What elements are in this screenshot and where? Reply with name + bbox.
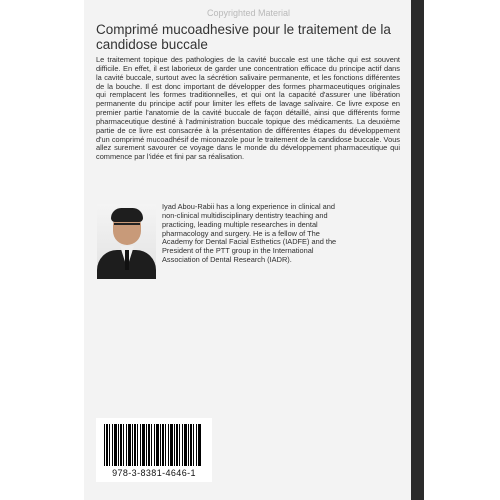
author-photo-glasses: [114, 223, 140, 230]
author-photo-hair: [111, 208, 143, 222]
barcode-box: [96, 418, 212, 482]
isbn-number: 978-3-8381-4646-1: [112, 468, 196, 478]
copyright-watermark: Copyrighted Material: [207, 8, 291, 18]
author-photo-tie: [125, 250, 129, 270]
book-title: Comprimé mucoadhesive pour le traitement de la candidose buccale: [96, 22, 391, 52]
isbn-barcode: [104, 424, 202, 466]
author-photo: [97, 204, 156, 279]
book-spine: [411, 0, 424, 500]
author-bio: Iyad Abou-Rabii has a long experience in clinical and non-clinical multidisciplinary dentistry teaching and practicing, leading multiple researches in dental pharmacology and surgery. He is a fellow of The Academy for Dental Facial Esthetics (IADFE) and the President of the PTT group in the International Association of Dental Research (IADR).: [162, 202, 337, 265]
book-description: Le traitement topique des pathologies de la cavité buccale est une tâche qui est souvent difficile. En effet, il est laborieux de garder une concentration efficace du principe actif dans la cavité buccale, surtout avec la sécrétion salivaire permanente, et les fonctions différentes de la bouche. Il est donc important de développer des formes pharmaceutiques originales qui remplacent les formes traditionnelles, et qui ont la capacité d'assurer une libération permanente du principe actif pour limiter les effets de lavage salivaire. Ce livre expose en premier partie l'anatomie de la cavité buccale de façon détaillé, ainsi que différents forme pharmaceutique destiné à l'administration buccale topique des médicaments. La deuxième partie de ce livre est consacrée à la présentation de différentes étapes du développement d'un comprimé mucoadhésif de miconazole pour le traitement de la candidose buccale. Vous allez surement savourer ce voyage dans le monde du développement pharmaceutique qui commence par l'idée et fini par sa réalisation.: [96, 55, 400, 162]
